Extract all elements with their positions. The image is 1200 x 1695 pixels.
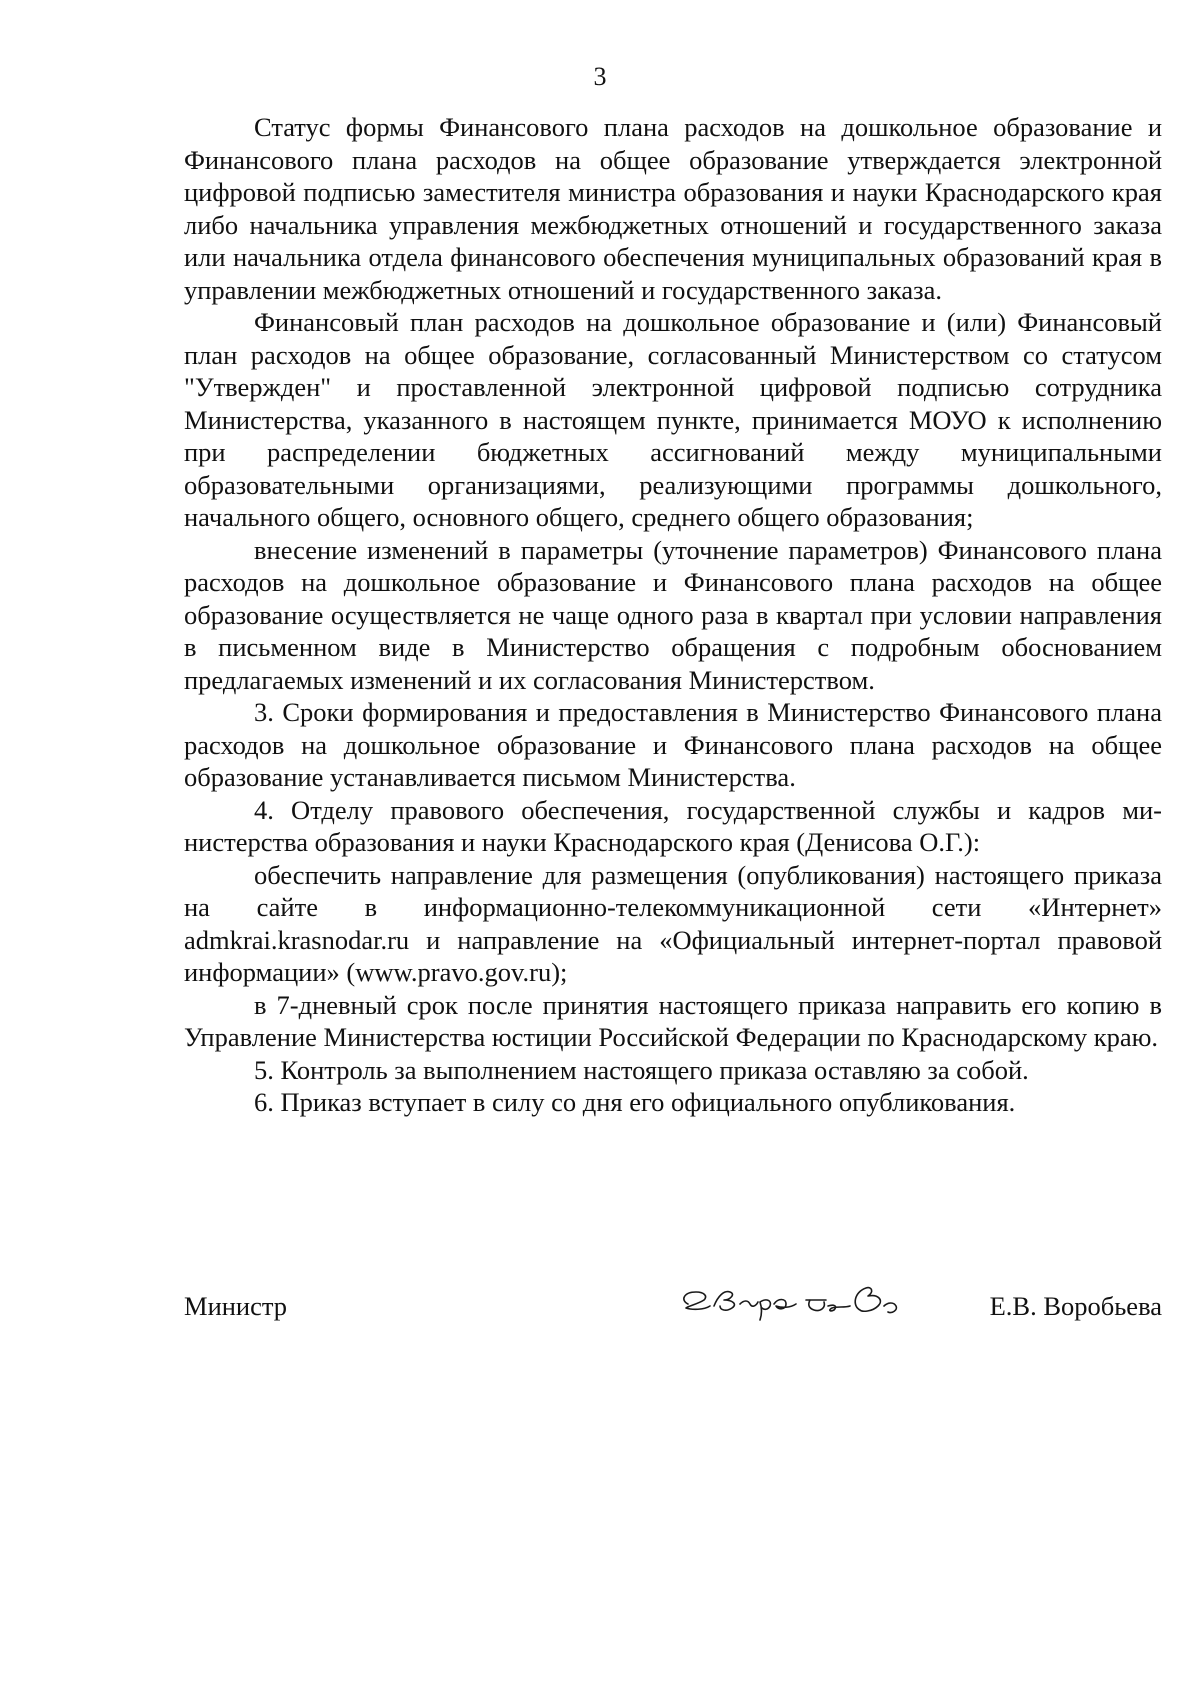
paragraph-item-5: 5. Контроль за выполнением настоящего приказа оставляю за собой. [254,1054,1029,1085]
signature-block [184,1270,1162,1330]
paragraph-plan-acceptance: Финансовый план расходов на дошкольное образование и (или) Финансовый план расходов на общее образование, согласованный Министерством со статусом "Утвержден" и проставленной электронной цифровой подписью сотрудника Министерства, указанного в настоящем пункте, принимается МОУО к исполнению при распределении бюджетных ассигнований между муниципальными образовательными организациями, реализующими программы дошкольного, начального общего, основного общего, среднего общего образования; [184,307,1162,532]
paragraph-item-4: 4. Отделу правового обеспечения, государственной службы и кадров министерства образования и науки Краснодарского края (Денисова О.Г.): [184,794,1162,857]
handwritten-signature [674,1270,934,1326]
page-number: 3 [593,62,607,91]
paragraph-plan-changes: внесение изменений в параметры (уточнение параметров) Финансового плана расходов на дошкольное образование и Финансового плана расходов на общее образование осуществляется не чаще одного раза в квартал при условии направления в письменном виде в Министерство обращения с подробным обоснованием предлагаемых изменений и их согласования Министерством. [184,534,1162,695]
paragraph-status-approval: Статус формы Финансового плана расходов на дошкольное образование и Финансового плана расходов на общее образование утверждается электронной цифровой подписью заместителя министра образования и науки Краснодарского края либо начальника управления межбюджетных отношений и государственного заказа или начальника отдела финансового обеспечения муниципальных образований края в управлении межбюджетных отношений и государственного заказа. [184,112,1162,305]
body-text [184,111,1162,1119]
paragraph-ministry-of-justice: в 7-дневный срок после принятия настоящего приказа направить его копию в Управление Министерства юстиции Российской Федерации по Краснодарскому краю. [184,989,1162,1052]
paragraph-item-3: 3. Сроки формирования и предоставления в Министерство Финансового плана расходов на дошкольное образование и Финансового плана расходов на общее образование устанавливается письмом Министерства. [184,697,1162,792]
position-title: Министр [184,1291,288,1321]
paragraph-publication: обеспечить направление для размещения (опубликования) настоящего приказа на сайте в информационно-телекоммуникационной сети «Интернет» admkrai.krasnodar.ru и направление на «Официальный интернет-портал правовой информации» (www.pravo.gov.ru); [184,859,1162,987]
paragraph-item-6: 6. Приказ вступает в силу со дня его официального опубликования. [254,1087,1016,1117]
signer-name: Е.В. Воробьева [989,1291,1162,1321]
